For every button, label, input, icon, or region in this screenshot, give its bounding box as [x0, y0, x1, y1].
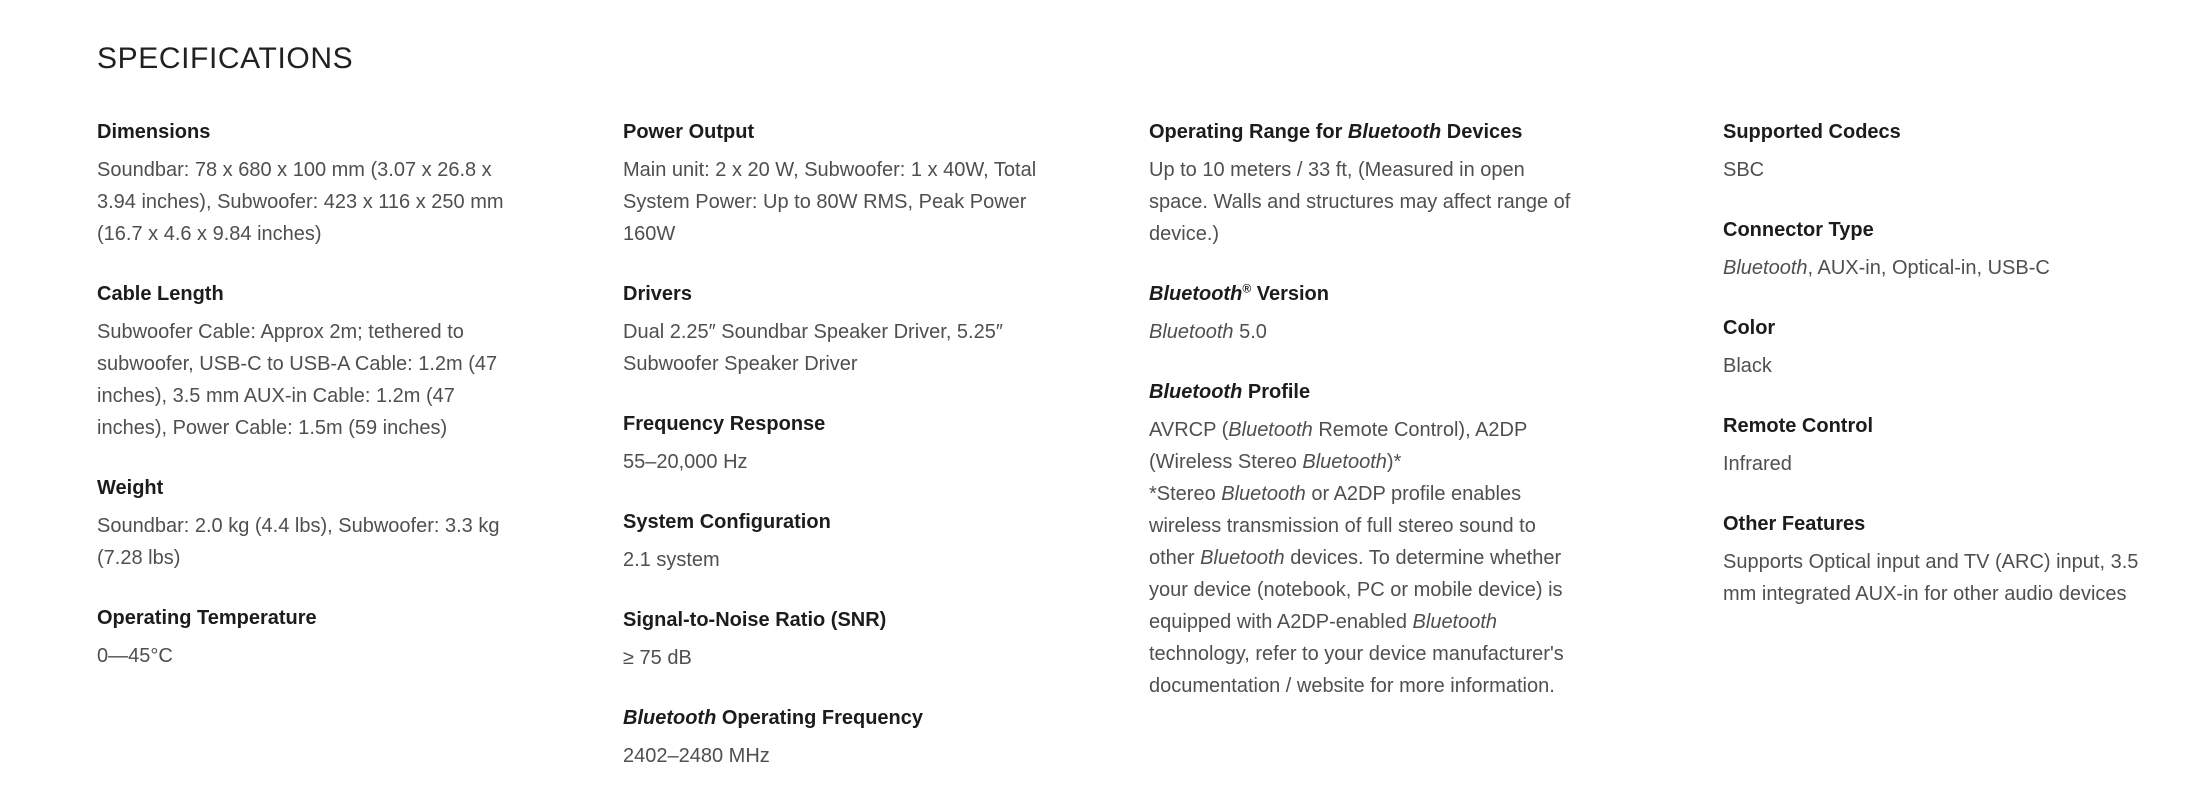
text-segment: ≥ 75 dB [623, 647, 692, 669]
spec-section-cable-length [97, 278, 527, 444]
spec-column-1 [97, 116, 527, 700]
text-segment: ® [1242, 281, 1252, 296]
page-title: SPECIFICATIONS [97, 42, 354, 75]
spec-section-operating-range [1149, 116, 1573, 250]
text-segment: Profile [1242, 381, 1311, 403]
spec-heading-other-features [1723, 508, 2143, 540]
spec-heading-signal-to-noise-ratio [623, 604, 1063, 636]
spec-value-power-output [623, 154, 1063, 250]
text-segment-italic: Bluetooth [623, 707, 717, 729]
text-segment: Dual 2.25″ Soundbar Speaker Driver, 5.25″ Subwoofer Speaker Driver [623, 321, 1003, 375]
spec-section-bluetooth-operating-frequency [623, 702, 1063, 772]
text-segment: Infrared [1723, 453, 1792, 475]
spec-heading-system-configuration [623, 506, 1063, 538]
spec-heading-cable-length [97, 278, 527, 310]
text-segment: Color [1723, 317, 1776, 339]
text-segment: SBC [1723, 159, 1765, 181]
spec-value-remote-control [1723, 448, 2143, 480]
text-segment: Version [1251, 283, 1329, 305]
spec-value-bluetooth-profile [1149, 414, 1573, 702]
spec-heading-operating-range [1149, 116, 1573, 148]
text-segment: Dimensions [97, 121, 211, 143]
spec-column-2 [623, 116, 1063, 788]
text-segment-italic: Bluetooth [1412, 611, 1498, 633]
spec-section-connector-type [1723, 214, 2143, 284]
text-segment-italic: Bluetooth [1149, 381, 1243, 403]
text-segment: Supported Codecs [1723, 121, 1901, 143]
spec-section-signal-to-noise-ratio [623, 604, 1063, 674]
text-segment-italic: Bluetooth [1221, 483, 1306, 505]
text-segment: Devices [1441, 121, 1523, 143]
spec-value-operating-temperature [97, 640, 527, 672]
spec-section-bluetooth-version [1149, 278, 1573, 348]
text-segment-italic: Bluetooth [1149, 283, 1243, 305]
spec-value-cable-length [97, 316, 527, 444]
spec-heading-drivers [623, 278, 1063, 310]
text-segment: Power Output [623, 121, 755, 143]
spec-value-frequency-response [623, 446, 1063, 478]
spec-section-system-configuration [623, 506, 1063, 576]
text-segment: 2402–2480 MHz [623, 745, 770, 767]
spec-value-dimensions [97, 154, 527, 250]
text-segment-italic: Bluetooth [1723, 257, 1808, 279]
spec-heading-frequency-response [623, 408, 1063, 440]
spec-heading-color [1723, 312, 2143, 344]
spec-value-signal-to-noise-ratio [623, 642, 1063, 674]
spec-heading-connector-type [1723, 214, 2143, 246]
text-segment-italic: Bluetooth [1200, 547, 1285, 569]
text-segment-italic: Bluetooth [1347, 121, 1442, 143]
spec-value-supported-codecs [1723, 154, 2143, 186]
spec-column-3 [1149, 116, 1573, 730]
text-segment: Drivers [623, 283, 692, 305]
text-segment: or A2DP profile enables wireless transmission of full stereo sound to other [1149, 483, 1536, 569]
text-segment: Frequency Response [623, 413, 826, 435]
text-segment: 2.1 system [623, 549, 720, 571]
spec-section-dimensions [97, 116, 527, 250]
text-segment: Main unit: 2 x 20 W, Subwoofer: 1 x 40W, Total System Power: Up to 80W RMS, Peak Power 160W [623, 159, 1037, 245]
spec-section-remote-control [1723, 410, 2143, 480]
text-segment: technology, refer to your device manufacturer's documentation / website for more information. [1149, 643, 1564, 697]
spec-heading-dimensions [97, 116, 527, 148]
spec-value-weight [97, 510, 527, 574]
spec-section-bluetooth-profile [1149, 376, 1573, 702]
spec-value-connector-type [1723, 252, 2143, 284]
text-segment: Black [1723, 355, 1772, 377]
text-segment: Other Features [1723, 513, 1866, 535]
spec-section-drivers [623, 278, 1063, 380]
text-segment: Remote Control), A2DP (Wireless Stereo [1149, 419, 1527, 473]
spec-section-supported-codecs [1723, 116, 2143, 186]
text-segment: AVRCP ( [1149, 419, 1229, 441]
text-segment: Operating Temperature [97, 607, 317, 629]
spec-column-4 [1723, 116, 2143, 638]
text-segment: Soundbar: 78 x 680 x 100 mm (3.07 x 26.8 x 3.94 inches), Subwoofer: 423 x 116 x 250 mm (16.7 x 4.6 x 9.84 inches) [97, 159, 504, 245]
text-segment: *Stereo [1149, 483, 1222, 505]
text-segment: Soundbar: 2.0 kg (4.4 lbs), Subwoofer: 3.3 kg (7.28 lbs) [97, 515, 500, 569]
spec-heading-bluetooth-profile [1149, 376, 1573, 408]
text-segment: Operating Frequency [716, 707, 924, 729]
spec-value-color [1723, 350, 2143, 382]
text-segment-italic: Bluetooth [1228, 419, 1313, 441]
spec-section-weight [97, 472, 527, 574]
text-segment: System Configuration [623, 511, 831, 533]
text-segment: 0—45°C [97, 645, 173, 667]
text-segment: devices. To determine whether your device (notebook, PC or mobile device) is equipped with A2DP-enabled [1149, 547, 1563, 633]
spec-section-frequency-response [623, 408, 1063, 478]
spec-section-operating-temperature [97, 602, 527, 672]
text-segment: Weight [97, 477, 164, 499]
spec-section-color [1723, 312, 2143, 382]
spec-value-bluetooth-operating-frequency [623, 740, 1063, 772]
text-segment: Up to 10 meters / 33 ft, (Measured in open space. Walls and structures may affect range of device.) [1149, 159, 1571, 245]
text-segment-italic: Bluetooth [1302, 451, 1387, 473]
spec-heading-bluetooth-operating-frequency [623, 702, 1063, 734]
spec-heading-supported-codecs [1723, 116, 2143, 148]
text-segment: 55–20,000 Hz [623, 451, 748, 473]
spec-heading-power-output [623, 116, 1063, 148]
spec-section-other-features [1723, 508, 2143, 610]
text-segment: Connector Type [1723, 219, 1874, 241]
spec-value-bluetooth-version [1149, 316, 1573, 348]
spec-section-power-output [623, 116, 1063, 250]
spec-value-system-configuration [623, 544, 1063, 576]
spec-heading-bluetooth-version [1149, 278, 1573, 310]
text-segment: )* [1386, 451, 1402, 473]
text-segment: Supports Optical input and TV (ARC) input, 3.5 mm integrated AUX-in for other audio devices [1723, 551, 2139, 605]
spec-heading-operating-temperature [97, 602, 527, 634]
text-segment-italic: Bluetooth [1149, 321, 1234, 343]
spec-value-other-features [1723, 546, 2143, 610]
spec-heading-weight [97, 472, 527, 504]
text-segment: Cable Length [97, 283, 224, 305]
text-segment: Subwoofer Cable: Approx 2m; tethered to subwoofer, USB-C to USB-A Cable: 1.2m (47 inches), 3.5 mm AUX-in Cable: 1.2m (47 inches), Power Cable: 1.5m (59 inches) [97, 321, 498, 439]
text-segment: Signal-to-Noise Ratio (SNR) [623, 609, 887, 631]
spec-value-operating-range [1149, 154, 1573, 250]
text-segment: 5.0 [1233, 321, 1267, 343]
spec-value-drivers [623, 316, 1063, 380]
text-segment: Operating Range for [1149, 121, 1348, 143]
text-segment: , AUX-in, Optical-in, USB-C [1807, 257, 2050, 279]
spec-heading-remote-control [1723, 410, 2143, 442]
text-segment: Remote Control [1723, 415, 1873, 437]
